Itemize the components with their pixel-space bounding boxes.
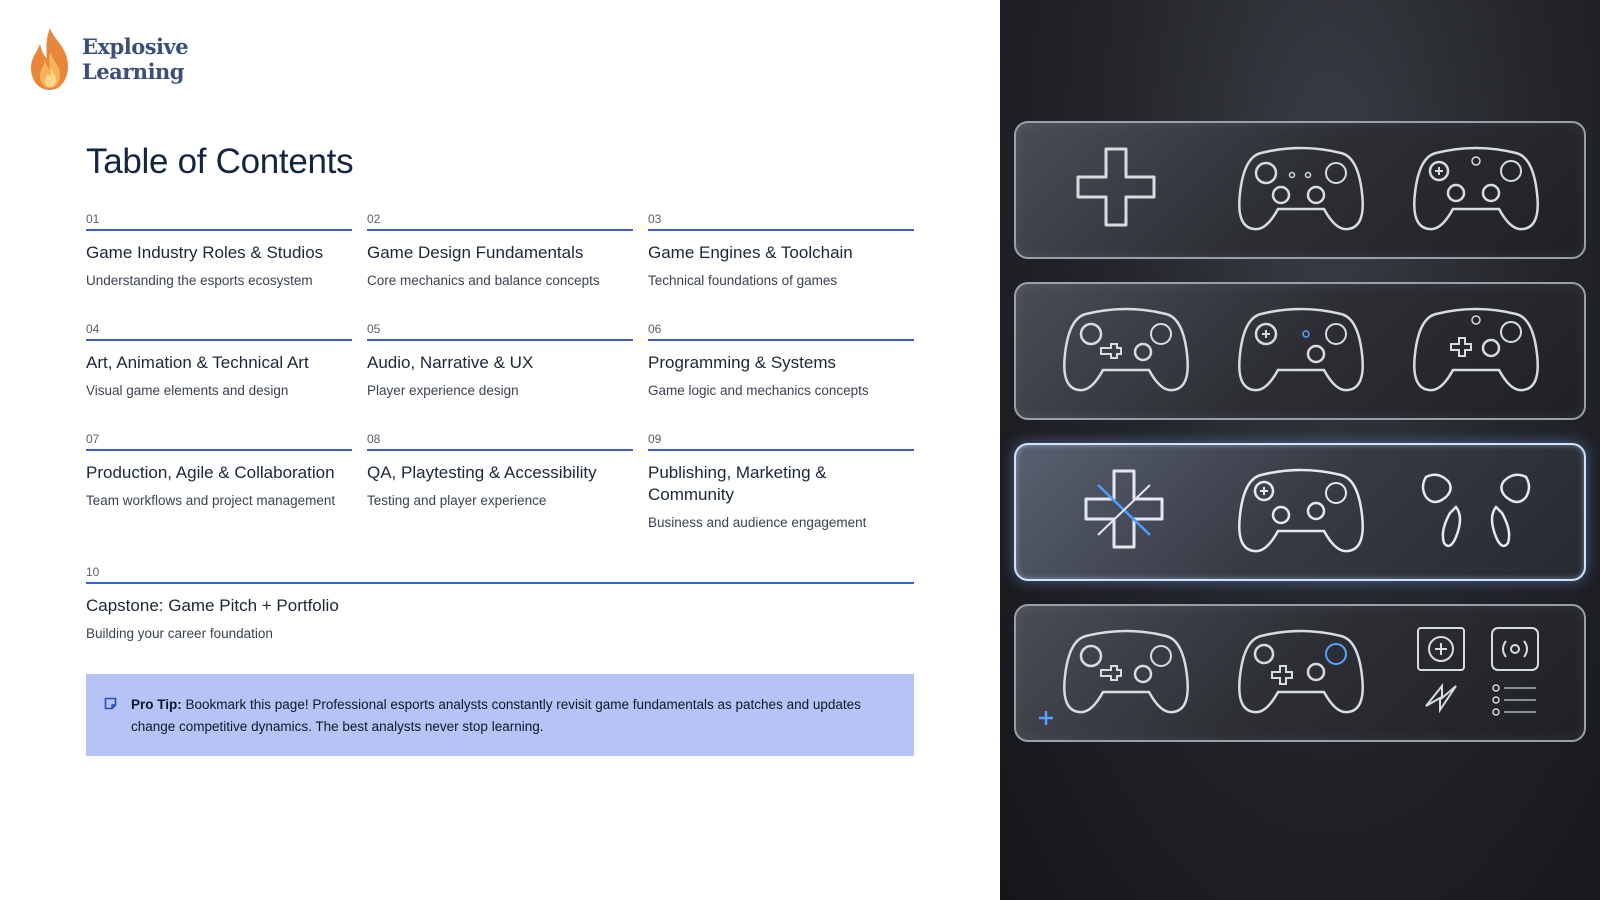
toc-title: Game Design Fundamentals: [367, 243, 584, 262]
toc-number: 07: [86, 428, 352, 451]
gamepad-icon: [1411, 143, 1541, 233]
toc-number: 04: [86, 318, 352, 341]
dpad-icon: [1084, 469, 1164, 549]
toc-item-08[interactable]: [367, 428, 633, 561]
toc-title: Publishing, Marketing & Community: [648, 463, 827, 504]
accessory-icons: [1416, 626, 1546, 726]
toc-number: 10: [86, 561, 914, 584]
gamepad-icon: [1236, 465, 1366, 555]
gamepad-icon: [1061, 626, 1191, 716]
gamepad-icon: [1236, 143, 1366, 233]
toc-number: 02: [367, 208, 633, 231]
motion-controllers-icon: [1416, 467, 1536, 557]
toc-title: QA, Playtesting & Accessibility: [367, 463, 597, 482]
brand-logo: [28, 26, 188, 92]
toc-number: 09: [648, 428, 914, 451]
toc-title: Production, Agile & Collaboration: [86, 463, 335, 482]
toc-item-10[interactable]: [86, 561, 914, 671]
controllers-image-panel: [1000, 0, 1600, 900]
toc-title: Art, Animation & Technical Art: [86, 353, 309, 372]
note-icon: [104, 697, 117, 710]
toc-item-04[interactable]: [86, 318, 352, 428]
controller-card: [1014, 604, 1586, 742]
toc-description: Core mechanics and balance concepts: [367, 273, 600, 288]
toc-item-09[interactable]: [648, 428, 914, 561]
flame-icon: [28, 26, 72, 92]
toc-title: Game Engines & Toolchain: [648, 243, 853, 262]
gamepad-icon: [1411, 304, 1541, 394]
toc-number: 03: [648, 208, 914, 231]
brand-line-1: Explosive: [82, 34, 189, 59]
toc-number: 01: [86, 208, 352, 231]
toc-item-06[interactable]: [648, 318, 914, 428]
pro-tip-text: [131, 694, 894, 738]
gamepad-icon: [1236, 304, 1366, 394]
toc-number: 06: [648, 318, 914, 341]
page-title: Table of Contents: [86, 142, 354, 181]
toc-title: Game Industry Roles & Studios: [86, 243, 324, 262]
toc-description: Visual game elements and design: [86, 383, 289, 398]
brand-line-2: Learning: [82, 59, 184, 84]
controller-card: [1014, 121, 1586, 259]
toc-item-01[interactable]: [86, 208, 352, 318]
pro-tip-body: Bookmark this page! Professional esports analysts constantly revisit game fundamentals as patches and updates change competitive dynamics. The best analysts never stop learning.: [131, 697, 861, 734]
pro-tip-label: Pro Tip:: [131, 697, 182, 712]
gamepad-icon: [1061, 304, 1191, 394]
gamepad-icon: [1236, 626, 1366, 716]
pro-tip-box: [86, 674, 914, 756]
toc-item-07[interactable]: [86, 428, 352, 561]
toc-description: Player experience design: [367, 383, 519, 398]
table-of-contents: [86, 208, 914, 671]
dpad-icon: [1076, 147, 1156, 227]
toc-description: Building your career foundation: [86, 626, 273, 641]
toc-title: Programming & Systems: [648, 353, 836, 372]
toc-description: Team workflows and project management: [86, 493, 336, 508]
toc-description: Technical foundations of games: [648, 273, 838, 288]
toc-item-02[interactable]: [367, 208, 633, 318]
toc-description: Business and audience engagement: [648, 515, 867, 530]
toc-title: Capstone: Game Pitch + Portfolio: [86, 596, 339, 615]
plus-icon: [1038, 710, 1054, 726]
controller-card: [1014, 282, 1586, 420]
toc-item-05[interactable]: [367, 318, 633, 428]
toc-description: Game logic and mechanics concepts: [648, 383, 869, 398]
toc-number: 05: [367, 318, 633, 341]
toc-description: Testing and player experience: [367, 493, 547, 508]
toc-description: Understanding the esports ecosystem: [86, 273, 313, 288]
toc-item-03[interactable]: [648, 208, 914, 318]
toc-title: Audio, Narrative & UX: [367, 353, 534, 372]
controller-card-highlighted: [1014, 443, 1586, 581]
toc-number: 08: [367, 428, 633, 451]
